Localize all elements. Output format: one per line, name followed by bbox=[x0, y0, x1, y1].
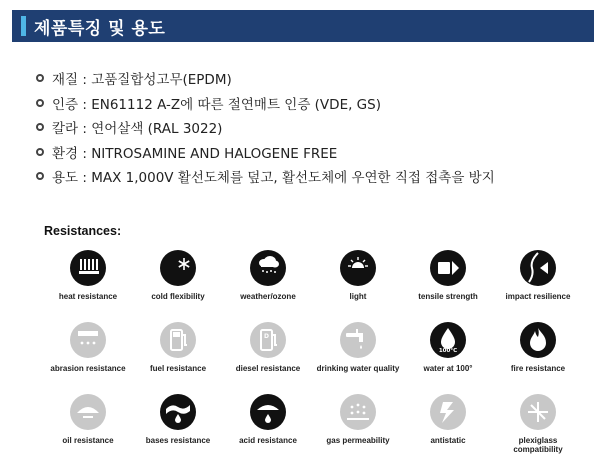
section-header bbox=[12, 10, 594, 42]
resistance-item bbox=[223, 245, 313, 317]
feature-text: 칼라 : 연어살색 (RAL 3022) bbox=[52, 121, 223, 138]
feature-text: 용도 : MAX 1,000V 활선도체를 덮고, 활선도체에 우연한 직접 접촉을 방지 bbox=[52, 170, 495, 187]
resistance-label: oil resistance bbox=[62, 436, 114, 445]
water-drop-100c-icon bbox=[429, 321, 467, 359]
antistatic-bolt-icon bbox=[429, 393, 467, 431]
resistance-label: acid resistance bbox=[239, 436, 297, 445]
feature-item bbox=[36, 140, 596, 165]
header-accent-bar bbox=[21, 16, 26, 36]
abrasion-icon bbox=[69, 321, 107, 359]
svg-text:D: D bbox=[264, 333, 269, 340]
resistance-label: impact resilience bbox=[505, 292, 571, 301]
resistance-item bbox=[493, 389, 583, 461]
feature-text: 재질 : 고품질합성고무(EPDM) bbox=[52, 72, 232, 89]
feature-item bbox=[36, 91, 596, 116]
feature-text: 환경 : NITROSAMINE AND HALOGENE FREE bbox=[52, 145, 338, 162]
resistance-item bbox=[403, 317, 493, 389]
resistance-item bbox=[313, 317, 403, 389]
sun-icon bbox=[339, 249, 377, 287]
tensile-arrow-icon bbox=[429, 249, 467, 287]
resistance-item bbox=[403, 245, 493, 317]
resistance-label: gas permeability bbox=[326, 436, 390, 445]
resistance-label: fuel resistance bbox=[149, 364, 207, 373]
resistance-label: cold flexibility bbox=[151, 292, 205, 301]
fuel-pump-icon bbox=[159, 321, 197, 359]
water-tap-icon bbox=[339, 321, 377, 359]
circle-bullet-icon bbox=[36, 74, 44, 82]
resistance-item bbox=[43, 245, 133, 317]
resistance-label: bases resistance bbox=[145, 436, 211, 445]
circle-bullet-icon bbox=[36, 123, 44, 131]
resistance-label: plexiglass compatibility bbox=[513, 436, 563, 454]
resistance-item bbox=[43, 389, 133, 461]
bases-drop-icon bbox=[159, 393, 197, 431]
acid-drop-icon bbox=[249, 393, 287, 431]
resistance-label: tensile strength bbox=[418, 292, 478, 301]
resistance-item bbox=[403, 389, 493, 461]
resistance-item bbox=[133, 245, 223, 317]
resistance-item bbox=[133, 389, 223, 461]
resistance-label: fire resistance bbox=[510, 364, 566, 373]
feature-list bbox=[36, 66, 596, 189]
heat-icon bbox=[69, 249, 107, 287]
resistances-heading: Resistances: bbox=[44, 224, 122, 238]
resistance-label: weather/ozone bbox=[240, 292, 296, 301]
snowflake-icon bbox=[159, 249, 197, 287]
resistance-label: diesel resistance bbox=[235, 364, 301, 373]
circle-bullet-icon bbox=[36, 172, 44, 180]
resistance-item bbox=[223, 389, 313, 461]
resistance-item bbox=[493, 317, 583, 389]
feature-item bbox=[36, 66, 596, 91]
resistance-item bbox=[223, 317, 313, 389]
resistance-item bbox=[133, 317, 223, 389]
resistance-item bbox=[313, 389, 403, 461]
circle-bullet-icon bbox=[36, 148, 44, 156]
feature-item bbox=[36, 115, 596, 140]
svg-text:100°C: 100°C bbox=[438, 348, 458, 354]
gas-dots-icon bbox=[339, 393, 377, 431]
circle-bullet-icon bbox=[36, 99, 44, 107]
resistance-label: heat resistance bbox=[58, 292, 118, 301]
resistance-label: antistatic bbox=[430, 436, 466, 445]
section-title: 제품특징 및 용도 bbox=[34, 18, 166, 39]
oil-icon bbox=[69, 393, 107, 431]
diesel-pump-icon bbox=[249, 321, 287, 359]
resistance-label: water at 100° bbox=[423, 364, 473, 373]
resistance-label: drinking water quality bbox=[316, 364, 400, 373]
feature-text: 인증 : EN61112 A-Z에 따른 절연매트 인증 (VDE, GS) bbox=[52, 96, 381, 113]
resistance-label: light bbox=[349, 292, 367, 301]
resistance-icon-grid bbox=[43, 245, 583, 461]
feature-item bbox=[36, 164, 596, 189]
resistance-label: abrasion resistance bbox=[50, 364, 126, 373]
cloud-rain-icon bbox=[249, 249, 287, 287]
plexiglass-icon bbox=[519, 393, 557, 431]
flame-icon bbox=[519, 321, 557, 359]
resistance-item bbox=[493, 245, 583, 317]
resistance-item bbox=[313, 245, 403, 317]
impact-icon bbox=[519, 249, 557, 287]
resistance-item bbox=[43, 317, 133, 389]
